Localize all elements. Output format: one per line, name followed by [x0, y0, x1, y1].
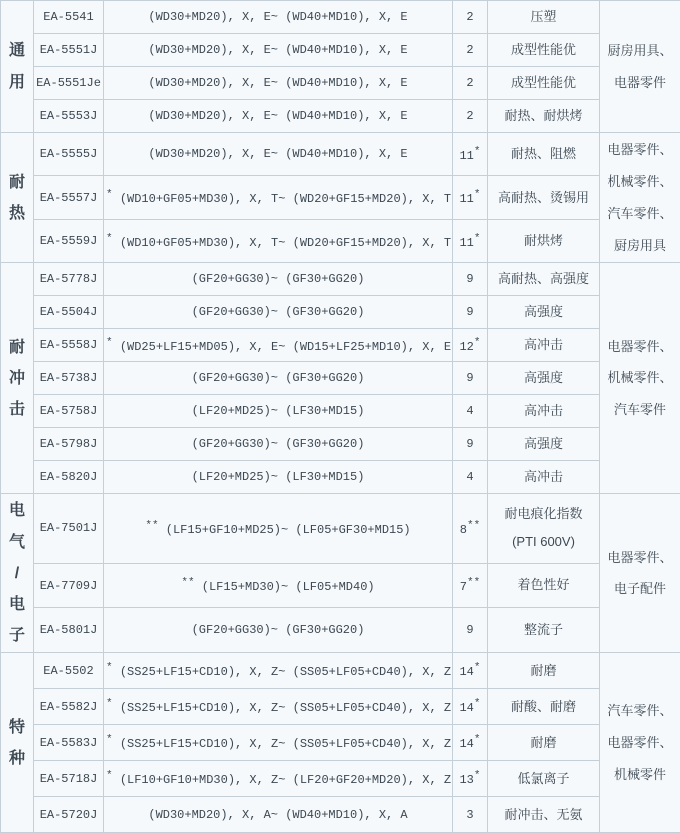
formula-cell	[104, 761, 453, 797]
category-char: 用	[3, 67, 31, 98]
table-row	[1, 1, 680, 34]
formula-asterisk: *	[106, 337, 113, 349]
property-line: 高冲击	[490, 468, 597, 486]
formula-text: (WD30+MD20), X, E~ (WD40+MD10), X, E	[148, 10, 407, 24]
category-char: 耐	[3, 167, 31, 198]
formula-asterisk: **	[181, 577, 194, 589]
table-row	[1, 34, 680, 67]
application-line: 机械零件、	[602, 362, 678, 394]
table-row	[1, 797, 680, 833]
formula-text: (WD30+MD20), X, A~ (WD40+MD10), X, A	[148, 808, 407, 822]
formula-text: (LF20+MD25)~ (LF30+MD15)	[192, 470, 365, 484]
grade-value-cell	[453, 428, 488, 461]
product-code-cell: EA-5551J	[34, 34, 104, 67]
grade-asterisk: **	[467, 577, 480, 589]
grade-value: 2	[466, 43, 473, 57]
category-cell	[1, 494, 34, 653]
formula-text: (WD30+MD20), X, E~ (WD40+MD10), X, E	[148, 76, 407, 90]
property-line: 高耐热、烫锡用	[490, 189, 597, 207]
grade-value: 12	[459, 340, 473, 354]
property-cell	[488, 219, 600, 262]
category-char: 特	[3, 712, 31, 743]
grade-value-cell	[453, 563, 488, 608]
grade-value-cell	[453, 608, 488, 653]
grade-value-cell	[453, 1, 488, 34]
property-line: 耐电痕化指数	[490, 500, 597, 529]
formula-text: (WD30+MD20), X, E~ (WD40+MD10), X, E	[148, 109, 407, 123]
property-cell	[488, 608, 600, 653]
application-line: 电器零件	[602, 67, 678, 99]
category-char: 气	[3, 527, 31, 558]
grade-value: 14	[459, 737, 473, 751]
property-cell	[488, 100, 600, 133]
category-char: 击	[3, 394, 31, 425]
grade-value-cell	[453, 219, 488, 262]
formula-cell	[104, 176, 453, 219]
grade-value: 3	[466, 808, 473, 822]
formula-cell	[104, 100, 453, 133]
application-cell	[600, 653, 680, 833]
application-line: 汽车零件、	[602, 198, 678, 230]
formula-asterisk: *	[106, 698, 113, 710]
formula-cell	[104, 219, 453, 262]
category-char: 冲	[3, 363, 31, 394]
formula-cell	[104, 67, 453, 100]
product-code-cell: EA-5553J	[34, 100, 104, 133]
property-cell	[488, 133, 600, 176]
property-line: 高强度	[490, 369, 597, 387]
formula-cell	[104, 34, 453, 67]
grade-asterisk: *	[474, 698, 481, 710]
table-row	[1, 176, 680, 219]
table-row	[1, 263, 680, 296]
property-cell	[488, 428, 600, 461]
property-line: 耐磨	[490, 662, 597, 680]
category-cell	[1, 1, 34, 133]
formula-cell	[104, 428, 453, 461]
grade-value: 14	[459, 701, 473, 715]
category-char: 电	[3, 589, 31, 620]
category-cell	[1, 653, 34, 833]
property-line: 高冲击	[490, 336, 597, 354]
product-code-cell: EA-5778J	[34, 263, 104, 296]
category-char: 种	[3, 743, 31, 774]
grade-value-cell	[453, 34, 488, 67]
table-row	[1, 494, 680, 563]
formula-text: (LF15+GF10+MD25)~ (LF05+GF30+MD15)	[166, 523, 411, 537]
product-code-cell: EA-5559J	[34, 219, 104, 262]
formula-asterisk: **	[145, 520, 158, 532]
property-cell	[488, 296, 600, 329]
formula-cell	[104, 494, 453, 563]
property-line: 着色性好	[490, 576, 597, 594]
formula-cell	[104, 296, 453, 329]
product-code-cell: EA-5583J	[34, 725, 104, 761]
formula-cell	[104, 653, 453, 689]
grade-value: 9	[466, 272, 473, 286]
property-cell	[488, 761, 600, 797]
grade-value-cell	[453, 725, 488, 761]
table-row	[1, 329, 680, 362]
formula-cell	[104, 263, 453, 296]
category-char: 通	[3, 35, 31, 66]
category-char: 子	[3, 620, 31, 651]
property-cell	[488, 563, 600, 608]
formula-cell	[104, 608, 453, 653]
formula-cell	[104, 395, 453, 428]
category-char: /	[3, 558, 31, 589]
product-code-cell: EA-5541	[34, 1, 104, 34]
property-cell	[488, 725, 600, 761]
formula-asterisk: *	[106, 770, 113, 782]
product-code-cell: EA-5502	[34, 653, 104, 689]
application-line: 汽车零件、	[602, 695, 678, 727]
application-line: 厨房用具	[602, 230, 678, 262]
grade-value-cell	[453, 296, 488, 329]
grade-value: 2	[466, 76, 473, 90]
product-code-cell: EA-5558J	[34, 329, 104, 362]
grade-asterisk: *	[474, 662, 481, 674]
product-code-cell: EA-5557J	[34, 176, 104, 219]
property-line: 耐磨	[490, 734, 597, 752]
grade-asterisk: *	[474, 770, 481, 782]
formula-asterisk: *	[106, 189, 113, 201]
grade-value-cell	[453, 176, 488, 219]
grade-value: 4	[466, 470, 473, 484]
product-code-cell: EA-5798J	[34, 428, 104, 461]
product-code-cell: EA-5758J	[34, 395, 104, 428]
grade-asterisk: *	[474, 337, 481, 349]
formula-cell	[104, 362, 453, 395]
property-cell	[488, 494, 600, 563]
formula-text: (GF20+GG30)~ (GF30+GG20)	[192, 371, 365, 385]
formula-text: (GF20+GG30)~ (GF30+GG20)	[192, 305, 365, 319]
grade-asterisk: *	[474, 146, 481, 158]
property-cell	[488, 797, 600, 833]
application-line: 厨房用具、	[602, 35, 678, 67]
grade-value: 9	[466, 623, 473, 637]
property-cell	[488, 263, 600, 296]
grade-value: 2	[466, 109, 473, 123]
grade-value-cell	[453, 362, 488, 395]
property-cell	[488, 461, 600, 494]
formula-text: (WD30+MD20), X, E~ (WD40+MD10), X, E	[148, 147, 407, 161]
application-cell	[600, 263, 680, 494]
application-line: 机械零件	[602, 759, 678, 791]
property-line: (PTI 600V)	[490, 528, 597, 557]
grade-value-cell	[453, 797, 488, 833]
grade-value: 11	[459, 236, 473, 250]
grade-asterisk: *	[474, 189, 481, 201]
property-cell	[488, 67, 600, 100]
application-line: 电器零件、	[602, 331, 678, 363]
property-cell	[488, 653, 600, 689]
property-line: 高强度	[490, 435, 597, 453]
grade-value-cell	[453, 494, 488, 563]
table-row	[1, 563, 680, 608]
formula-text: (GF20+GG30)~ (GF30+GG20)	[192, 272, 365, 286]
formula-asterisk: *	[106, 662, 113, 674]
formula-text: (SS25+LF15+CD10), X, Z~ (SS05+LF05+CD40), X, Z	[120, 701, 451, 715]
product-code-cell: EA-5801J	[34, 608, 104, 653]
category-cell	[1, 133, 34, 263]
table-row	[1, 608, 680, 653]
product-code-cell: EA-5551Je	[34, 67, 104, 100]
grade-value-cell	[453, 395, 488, 428]
property-cell	[488, 176, 600, 219]
formula-text: (GF20+GG30)~ (GF30+GG20)	[192, 437, 365, 451]
formula-cell	[104, 797, 453, 833]
property-cell	[488, 1, 600, 34]
product-code-cell: EA-7501J	[34, 494, 104, 563]
formula-asterisk: *	[106, 734, 113, 746]
table-row	[1, 296, 680, 329]
formula-text: (WD30+MD20), X, E~ (WD40+MD10), X, E	[148, 43, 407, 57]
grade-value-cell	[453, 329, 488, 362]
grade-value-cell	[453, 67, 488, 100]
formula-text: (LF20+MD25)~ (LF30+MD15)	[192, 404, 365, 418]
grade-asterisk: **	[467, 520, 480, 532]
table-row	[1, 362, 680, 395]
grade-value: 9	[466, 371, 473, 385]
property-line: 高强度	[490, 303, 597, 321]
application-line: 电器零件、	[602, 727, 678, 759]
grade-value-cell	[453, 761, 488, 797]
property-line: 成型性能优	[490, 41, 597, 59]
formula-cell	[104, 329, 453, 362]
grade-value: 4	[466, 404, 473, 418]
table-row	[1, 428, 680, 461]
table-row	[1, 689, 680, 725]
formula-text: (SS25+LF15+CD10), X, Z~ (SS05+LF05+CD40), X, Z	[120, 665, 451, 679]
property-line: 低氯离子	[490, 770, 597, 788]
table-row	[1, 395, 680, 428]
property-line: 整流子	[490, 621, 597, 639]
application-cell	[600, 1, 680, 133]
category-char: 耐	[3, 332, 31, 363]
product-code-cell: EA-5718J	[34, 761, 104, 797]
grade-value: 11	[459, 149, 473, 163]
grade-value-cell	[453, 461, 488, 494]
table-row	[1, 461, 680, 494]
property-cell	[488, 362, 600, 395]
application-line: 电器零件、	[602, 134, 678, 166]
grade-value-cell	[453, 133, 488, 176]
product-code-cell: EA-5504J	[34, 296, 104, 329]
property-cell	[488, 34, 600, 67]
property-line: 耐冲击、无氨	[490, 806, 597, 824]
formula-cell	[104, 689, 453, 725]
grade-value: 7	[460, 580, 467, 594]
table-row	[1, 67, 680, 100]
formula-text: (LF15+MD30)~ (LF05+MD40)	[202, 580, 375, 594]
application-cell	[600, 494, 680, 653]
application-line: 机械零件、	[602, 166, 678, 198]
category-char: 电	[3, 495, 31, 526]
property-cell	[488, 329, 600, 362]
formula-text: (LF10+GF10+MD30), X, Z~ (LF20+GF20+MD20), X, Z	[120, 773, 451, 787]
grade-asterisk: *	[474, 233, 481, 245]
grade-value: 13	[459, 773, 473, 787]
formula-text: (GF20+GG30)~ (GF30+GG20)	[192, 623, 365, 637]
property-cell	[488, 395, 600, 428]
property-line: 高耐热、高强度	[490, 270, 597, 288]
property-line: 成型性能优	[490, 74, 597, 92]
table-row	[1, 219, 680, 262]
property-line: 耐烘烤	[490, 232, 597, 250]
grade-value-cell	[453, 689, 488, 725]
product-code-cell: EA-5738J	[34, 362, 104, 395]
property-line: 耐酸、耐磨	[490, 698, 597, 716]
table-row	[1, 761, 680, 797]
application-line: 电器零件、	[602, 542, 678, 574]
grade-value: 11	[459, 192, 473, 206]
property-line: 耐热、阻燃	[490, 145, 597, 163]
formula-cell	[104, 133, 453, 176]
grade-value: 9	[466, 305, 473, 319]
table-row	[1, 133, 680, 176]
formula-text: (WD10+GF05+MD30), X, T~ (WD20+GF15+MD20), X, T	[120, 192, 451, 206]
application-line: 汽车零件	[602, 394, 678, 426]
category-cell	[1, 263, 34, 494]
formula-text: (SS25+LF15+CD10), X, Z~ (SS05+LF05+CD40), X, Z	[120, 737, 451, 751]
product-code-cell: EA-5720J	[34, 797, 104, 833]
formula-cell	[104, 461, 453, 494]
grade-value-cell	[453, 263, 488, 296]
property-cell	[488, 689, 600, 725]
application-cell	[600, 133, 680, 263]
grade-value: 14	[459, 665, 473, 679]
grade-value: 2	[466, 10, 473, 24]
table-row	[1, 653, 680, 689]
formula-cell	[104, 563, 453, 608]
product-code-cell: EA-5582J	[34, 689, 104, 725]
grade-value-cell	[453, 653, 488, 689]
formula-asterisk: *	[106, 233, 113, 245]
property-line: 耐热、耐烘烤	[490, 107, 597, 125]
grade-value: 9	[466, 437, 473, 451]
property-line: 压塑	[490, 8, 597, 26]
property-line: 高冲击	[490, 402, 597, 420]
grade-value-cell	[453, 100, 488, 133]
formula-text: (WD25+LF15+MD05), X, E~ (WD15+LF25+MD10), X, E	[120, 340, 451, 354]
product-code-cell: EA-5555J	[34, 133, 104, 176]
formula-text: (WD10+GF05+MD30), X, T~ (WD20+GF15+MD20), X, T	[120, 236, 451, 250]
category-char: 热	[3, 198, 31, 229]
formula-cell	[104, 1, 453, 34]
grade-value: 8	[460, 523, 467, 537]
application-line: 电子配件	[602, 573, 678, 605]
table-row	[1, 100, 680, 133]
grade-asterisk: *	[474, 734, 481, 746]
product-code-cell: EA-7709J	[34, 563, 104, 608]
formula-cell	[104, 725, 453, 761]
table-row	[1, 725, 680, 761]
product-code-cell: EA-5820J	[34, 461, 104, 494]
